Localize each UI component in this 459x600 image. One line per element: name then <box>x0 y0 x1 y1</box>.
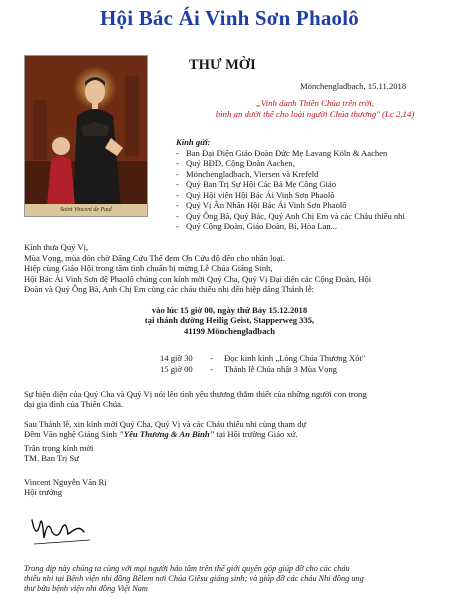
bible-quote <box>180 98 450 119</box>
recipient-list <box>176 148 456 232</box>
recipient-item: - Quý Ban Trị Sự Hội Các Bà Mẹ Công Giáo <box>176 179 456 189</box>
schedule-activity: Thánh lễ Chúa nhật 3 Mùa Vọng <box>224 364 337 374</box>
event-details <box>0 305 459 336</box>
event-venue: tại thánh đường Heilig Geist, Stapperweg 335, <box>144 315 315 326</box>
signer-role: Hội trưởng <box>24 487 63 498</box>
recipient-item: - Quý BĐD, Cộng Đoàn Aachen, <box>176 158 456 168</box>
footer-line: thiếu nhi tại Bệnh viện nhi đồng Bêlem nơi Chúa Giêsu giáng sinh; và giúp đỡ các cháu Nhi đồng ung <box>24 574 364 584</box>
footer-note <box>24 564 449 594</box>
concert-title: "Yêu Thương & An Bình" <box>119 429 215 440</box>
image-caption: Saint Vincent de Paul <box>25 204 147 216</box>
paragraph-line: Hội Bác Ái Vinh Sơn đệ Phaolô chúng con kính mời Quý Cha, Quý Vị Đại diện các Cộng Đoàn, Hội <box>24 273 372 284</box>
recipient-item: - Quý Ông Bà, Quý Bác, Quý Anh Chị Em và các Cháu thiếu nhi <box>176 211 456 221</box>
quote-line-2: bình an dưới thế cho loài người Chúa thương" (Lc 2,14) <box>215 108 415 119</box>
concert-location: tại Hội trường Giáo xứ. <box>214 429 298 440</box>
footer-line: thư bửu bệnh viện nhi đồng Việt Nam <box>24 584 148 594</box>
presence-paragraph <box>24 389 449 410</box>
event-time: vào lúc 15 giờ 00, ngày thứ Bảy 15.12.2018 <box>151 305 308 315</box>
paragraph-line: Sau Thánh lễ, xin kính mời Quý Cha, Quý Vị và các Cháu thiếu nhi cùng tham dự <box>24 419 307 429</box>
recipient-item: - Ban Đại Diện Giáo Đoàn Đức Mẹ Lavang Köln & Aachen <box>176 148 456 158</box>
paragraph-line: đại gia đình của Thiên Chúa. <box>24 399 124 410</box>
signature <box>28 510 98 550</box>
closing-line: Trân trọng kính mời <box>24 443 94 453</box>
invitation-paragraph <box>24 253 449 295</box>
schedule-row: 15 giờ 00 - Thánh lễ Chúa nhật 3 Mùa Vọng <box>160 364 337 374</box>
recipient-item: - Quý Hội viên Hội Bác Ái Vinh Sơn Phaolô <box>176 190 456 200</box>
paragraph-line: Sự hiện diện của Quý Cha và Quý Vị nói lên tình yêu thương thắm thiết của những người con trong <box>24 389 367 399</box>
concert-intro: Đêm Văn nghệ Giáng Sinh <box>24 429 120 440</box>
closing <box>24 443 449 464</box>
signer-block <box>24 477 449 498</box>
paragraph-line <box>24 429 449 439</box>
greeting: Kính thưa Quý Vị, <box>24 242 89 252</box>
event-city: 41199 Mönchengladbach <box>184 325 275 336</box>
schedule-row: 14 giờ 30 - Đọc kinh kính „Lòng Chúa Thương Xót" <box>160 353 366 363</box>
recipient-item: - Quý Cộng Đoàn, Giáo Đoàn, Bỉ, Hòa Lan... <box>176 221 456 231</box>
recipient-item: - Quý Vị Ân Nhân Hội Bác Ái Vinh Sơn Phaolô <box>176 200 456 210</box>
quote-line-1: „Vinh danh Thiên Chúa trên trời, <box>256 98 374 108</box>
paragraph-line: Hiệp cùng Giáo Hội trong tâm tình chuẩn bị mừng Lễ Chúa Giáng Sinh, <box>24 263 273 274</box>
place-date: Mönchengladbach, 15.11.2018 <box>300 81 407 91</box>
organization-title: Hội Bác Ái Vinh Sơn Phaolô <box>100 6 359 30</box>
saint-vincent-illustration <box>25 56 147 216</box>
recipients-heading: Kính gửi: <box>176 137 211 147</box>
invitation-title: THƯ MỜI <box>189 57 256 73</box>
schedule-time: 15 giờ 00 <box>160 364 193 374</box>
signer-name: Vincent Nguyễn Văn Rị <box>24 477 107 487</box>
paragraph-line: Đoàn và Quý Ông Bà, Anh Chị Em cùng các cháu thiếu nhi đến hiệp dâng Thánh lễ: <box>24 284 315 295</box>
footer-line: Trong dịp này chúng ta cùng với mọi người hảo tâm trên thế giới quyên góp giúp đỡ cho các cháu <box>24 564 350 573</box>
saint-vincent-image <box>24 55 148 217</box>
schedule-activity: Đọc kinh kính „Lòng Chúa Thương Xót" <box>224 353 366 363</box>
closing-line: TM. Ban Trị Sự <box>24 453 79 464</box>
concert-paragraph <box>24 419 449 440</box>
schedule-time: 14 giờ 30 <box>160 353 193 363</box>
paragraph-line: Mùa Vọng, mùa đón chờ Đấng Cứu Thế đem Ơn Cứu độ đến cho nhân loại. <box>24 253 286 263</box>
recipient-item: - Mönchengladbach, Viersen và Krefeld <box>176 169 456 179</box>
